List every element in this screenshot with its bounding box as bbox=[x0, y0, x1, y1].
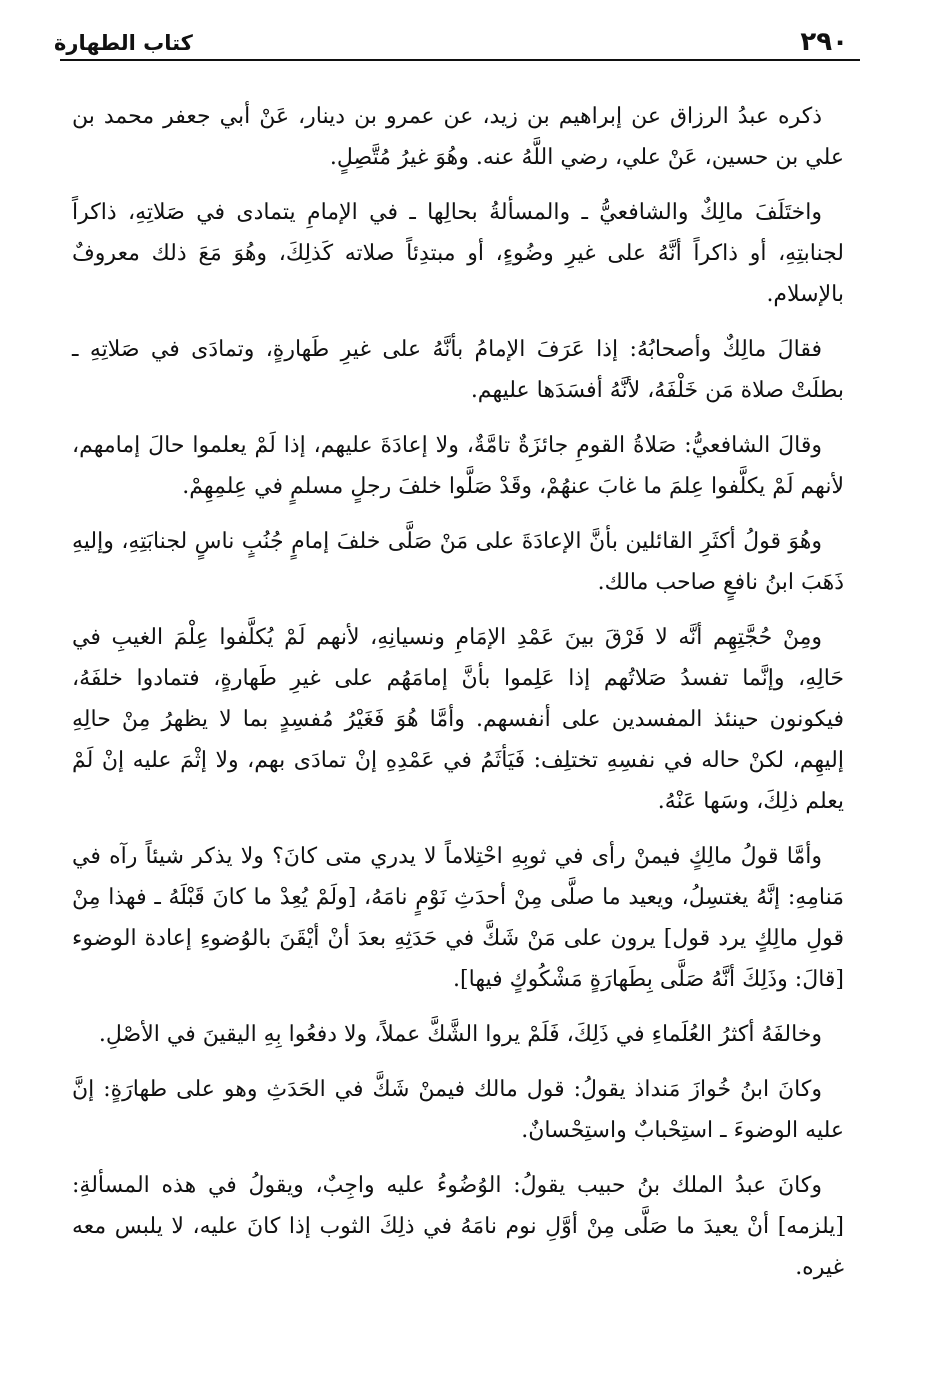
paragraph: وكانَ عبدُ الملك بنُ حبيب يقولُ: الوُضُوءُ عليه واجِبٌ، ويقولُ في هذه المسألةِ: [يلزمه] أنْ يعيدَ ما صَلَّى مِنْ أوَّلِ نوم نامَهُ في ذلِكَ الثوب إذا كانَ عليه، لا يلبس معه غيره. bbox=[72, 1173, 844, 1280]
paragraph: ومِنْ حُجَّتِهِم أنَّه لا فَرْقَ بينَ عَمْدِ الإمَامِ ونسيانِهِ، لأنهم لَمْ يُكلَّفوا عِلْمَ الغيبِ في حَالِهِ، وإنَّما تفسدُ صَلاتُهم إذا عَلِموا بأنَّ إمامَهُم على غيرِ طَهارةٍ، فتمادوا خلفَهُ، فيكونون حينئذ المفسدين على أنفسهم. وأمَّا هُوَ فَغَيْرُ مُفسِدٍ بما لا يظهرُ مِنْ حالِهِ إليهِم، لكنْ حاله في نفسِهِ تختلِف: فَيَأثَمُ في عَمْدِهِ إنْ تمادَى بهم، ولا إثْمَ عليه إنْ لَمْ يعلم ذلِكَ، وسَها عَنْهُ. bbox=[72, 625, 844, 814]
body-text bbox=[72, 96, 844, 1302]
paragraph: وقالَ الشافعيُّ: صَلاةُ القومِ جائزَةٌ تامَّةٌ، ولا إعادَةَ عليهم، إذا لَمْ يعلموا حالَ إمامهم، لأنهم لَمْ يكلَّفوا عِلمَ ما غابَ عنهُمْ، وقَدْ صَلَّوا خلفَ رجلٍ مسلمٍ في عِلمِهِمْ. bbox=[72, 433, 844, 499]
paragraph: فقالَ مالِكٌ وأصحابُهُ: إذا عَرَفَ الإمامُ بأنَّهُ على غيرِ طَهارةٍ، وتمادَى في صَلاتِهِ ـ بطلَتْ صلاة مَن خَلْفَهُ، لأنَّهُ أفسَدَها عليهم. bbox=[72, 337, 844, 403]
running-head: كتاب الطهارة bbox=[54, 28, 199, 58]
page-number: ٢٩٠ bbox=[794, 26, 848, 58]
paragraph: ذكره عبدُ الرزاق عن إبراهيم بن زيد، عن عمرو بن دينار، عَنْ أبي جعفر محمد بن علي بن حسين، عَنْ علي، رضي اللَّهُ عنه. وهُوَ غيرُ مُتَّصِلٍ. bbox=[72, 104, 844, 170]
paragraph: وكانَ ابنُ خُوازَ مَنداذ يقولُ: قول مالك فيمنْ شَكَّ في الحَدَثِ وهو على طهارَةٍ: إنَّ عليه الوضوءَ ـ استِحْبابٌ واستِحْسانٌ. bbox=[72, 1077, 844, 1143]
page-header bbox=[54, 26, 860, 62]
paragraph: وهُوَ قولُ أكثَرِ القائلين بأنَّ الإعادَةَ على مَنْ صَلَّى خلفَ إمامٍ جُنُبٍ ناسٍ لجنابَتِهِ، وإليهِ ذَهَبَ ابنُ نافعٍ صاحب مالك. bbox=[72, 529, 844, 595]
paragraph: واختَلَفَ مالِكٌ والشافعيُّ ـ والمسألةُ بحالِها ـ في الإمامِ يتمادى في صَلاتِهِ، ذاكراً لجنابتِهِ، أو ذاكراً أنَّهُ على غيرِ وضُوءٍ، أو مبتدِئاً صلاته كَذلِكَ، وهُوَ مَعَ ذلك معروفٌ بالإسلام. bbox=[72, 200, 844, 307]
paragraph: وأمَّا قولُ مالِكٍ فيمنْ رأى في ثوبِهِ احْتِلاماً لا يدري متى كانَ؟ ولا يذكر شيئاً رآه في مَنامِهِ: إنَّهُ يغتسِلُ، ويعيد ما صلَّى مِنْ أحدَثِ نَوْمٍ نامَهُ، [ولَمْ يُعِدْ ما كانَ قَبْلَهُ ـ فهذا مِنْ قولِ مالِكٍ يرد قول] يرون على مَنْ شَكَّ في حَدَثِهِ بعدَ أنْ أيْقَنَ بالوُضوءِ إعادة الوضوء [قالَ: وذَلِكَ أنَّهُ صَلَّى بِطَهارَةٍ مَشْكُوكٍ فيها]. bbox=[72, 844, 844, 992]
paragraph: وخالفَهُ أكثرُ العُلَماءِ في ذَلِكَ، فَلَمْ يروا الشَّكَّ عملاً، ولا دفعُوا بِهِ اليقينَ في الأصْلِ. bbox=[98, 1022, 822, 1047]
header-rule bbox=[60, 59, 860, 61]
